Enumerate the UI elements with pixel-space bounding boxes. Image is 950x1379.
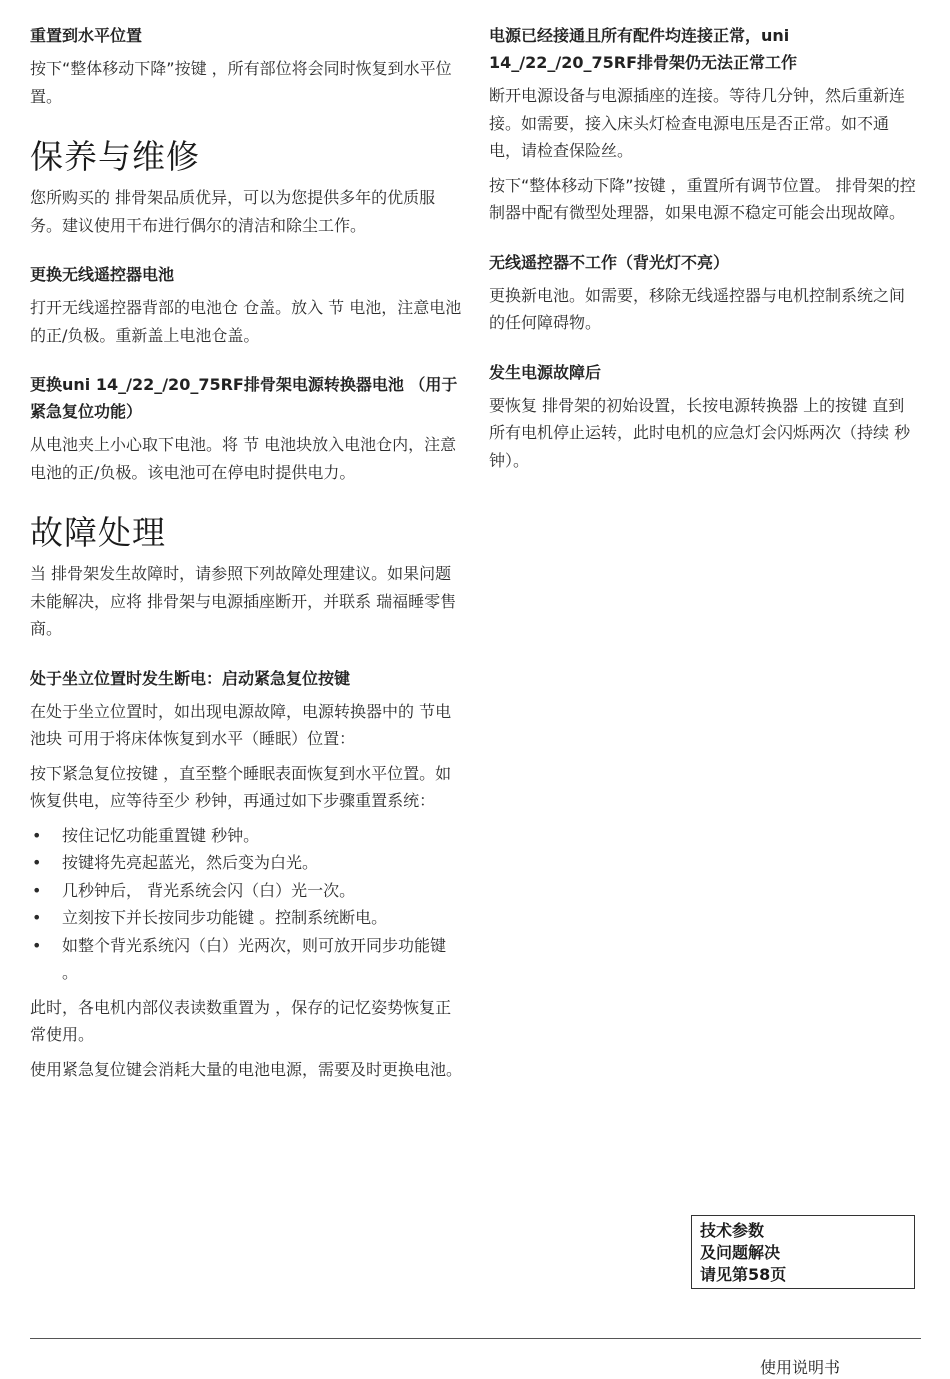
footer-divider — [30, 1338, 921, 1339]
remote-battery-text: 打开无线遥控器背部的电池仓 仓盖。放入 节 电池，注意电池的正/负极。重新盖上电池仓盖。 — [30, 298, 462, 345]
bullet: • — [32, 825, 42, 845]
list-item — [30, 849, 462, 877]
reference-box — [691, 1215, 915, 1289]
power-connected-text-1: 断开电源设备与电源插座的连接。等待几分钟，然后重新连接。如需要，接入床头灯检查电源电压是否正常。如不通电，请检查保险丝。 — [489, 86, 906, 160]
remote-not-working-heading: 无线遥控器不工作（背光灯不亮） — [489, 252, 730, 272]
troubleshooting-text: 当 排骨架发生故障时，请参照下列故障处理建议。如果问题未能解决，应将 排骨架与电源插座断开，并联系 瑞福睡零售商。 — [30, 564, 457, 638]
bullet: • — [32, 880, 42, 900]
footer-label: 使用说明书 — [760, 1358, 841, 1377]
power-connected-text-2: 按下“整体移动下降”按键 ，重置所有调节位置。 排骨架的控制器中配有微型处理器，如果电源不稳定可能会出现故障。 — [489, 175, 916, 222]
step-text: 几秒钟后， 背光系统会闪（白）光一次。 — [62, 880, 356, 900]
power-connected-heading: 电源已经接通且所有配件均连接正常，uni 14_/22_/20_75RF排骨架仍无法正常工作 — [489, 26, 798, 72]
power-outage-text-3: 此时，各电机内部仪表读数重置为 ，保存的记忆姿势恢复正常使用。 — [30, 997, 452, 1044]
troubleshooting-title: 故障处理 — [30, 513, 166, 552]
power-outage-text-4: 使用紧急复位键会消耗大量的电池电源，需要及时更换电池。 — [30, 1059, 463, 1079]
bullet: • — [32, 853, 42, 872]
step-text: 立刻按下并长按同步功能键 。控制系统断电。 — [62, 908, 388, 927]
converter-battery-text: 从电池夹上小心取下电池。将 节 电池块放入电池仓内，注意电池的正/负极。该电池可在停电时提供电力。 — [30, 435, 457, 482]
right-column — [489, 22, 919, 481]
list-item — [30, 877, 462, 905]
power-outage-text-1: 在处于坐立位置时，如出现电源故障，电源转换器中的 节电池块 可用于将床体恢复到水平（睡眠）位置： — [30, 701, 452, 748]
list-item — [30, 904, 462, 932]
left-column — [30, 22, 462, 1090]
power-outage-text-2: 按下紧急复位按键 ，直至整个睡眠表面恢复到水平位置。如恢复供电，应等待至少 秒钟，再通过如下步骤重置系统： — [30, 763, 452, 810]
reference-line-3: 请见第58页 — [700, 1265, 787, 1284]
after-power-failure-heading: 发生电源故障后 — [489, 362, 602, 382]
converter-battery-heading: 更换uni 14_/22_/20_75RF排骨架电源转换器电池 （用于紧急复位功能） — [30, 375, 458, 421]
list-item — [30, 932, 462, 987]
remote-not-working-text: 更换新电池。如需要，移除无线遥控器与电机控制系统之间的任何障碍物。 — [489, 285, 906, 332]
power-outage-heading: 处于坐立位置时发生断电：启动紧急复位按键 — [30, 668, 351, 688]
reset-steps-list — [30, 822, 462, 987]
list-item — [30, 822, 462, 850]
bullet: • — [32, 935, 42, 955]
step-text: 如整个背光系统闪（白）光两次，则可放开同步功能键 。 — [62, 935, 447, 982]
step-text: 按住记忆功能重置键 秒钟。 — [62, 825, 260, 845]
reset-horizontal-text: 按下“整体移动下降”按键 ，所有部位将会同时恢复到水平位置。 — [30, 59, 452, 106]
reference-line-2: 及问题解决 — [700, 1243, 781, 1262]
bullet: • — [32, 908, 42, 927]
maintenance-text: 您所购买的 排骨架品质优异，可以为您提供多年的优质服务。建议使用干布进行偶尔的清洁和除尘工作。 — [30, 188, 436, 235]
remote-battery-heading: 更换无线遥控器电池 — [30, 265, 175, 284]
step-text: 按键将先亮起蓝光，然后变为白光。 — [62, 853, 319, 872]
after-power-failure-text: 要恢复 排骨架的初始设置，长按电源转换器 上的按键 直到所有电机停止运转，此时电机的应急灯会闪烁两次（持续 秒钟）。 — [489, 395, 911, 470]
reset-horizontal-heading: 重置到水平位置 — [30, 26, 143, 45]
maintenance-title: 保养与维修 — [30, 137, 200, 176]
reference-line-1: 技术参数 — [700, 1221, 765, 1240]
